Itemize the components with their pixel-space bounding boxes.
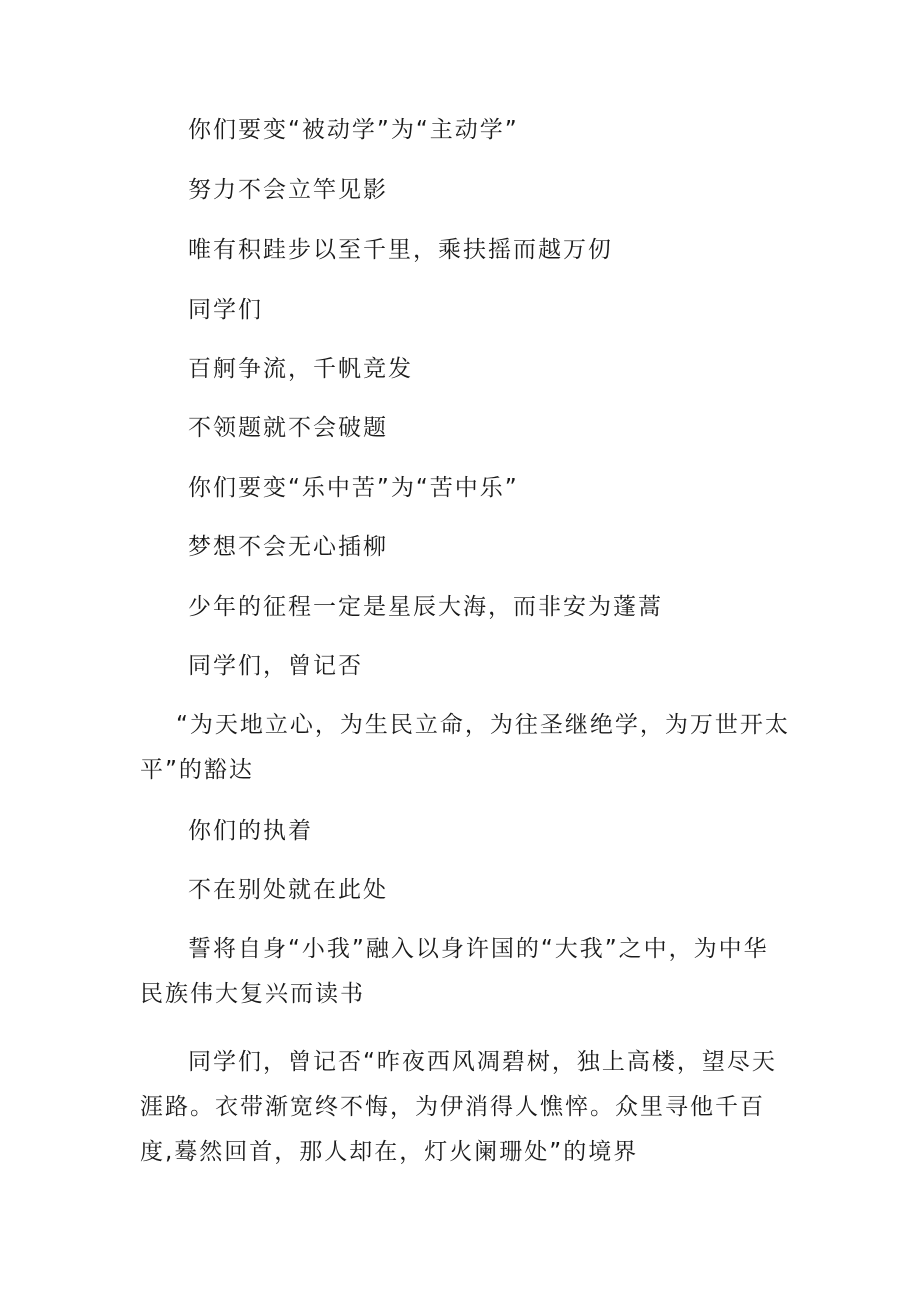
paragraph: 不在别处就在此处 <box>188 877 388 903</box>
paragraph: 梦想不会无心插柳 <box>188 534 388 560</box>
paragraph: 同学们，曾记否“昨夜西风凋碧树，独上高楼，望尽天涯路。衣带渐宽终不悔，为伊消得人憔悴。众里寻他千百度,蓦然回首，那人却在，灯火阑珊处”的境界 <box>140 1049 777 1165</box>
paragraph: “为天地立心，为生民立命，为往圣继绝学，为万世开太平”的豁达 <box>140 712 790 783</box>
paragraph: 百舸争流，千帆竞发 <box>188 356 413 382</box>
paragraph: 努力不会立竿见影 <box>188 177 388 203</box>
paragraph: 不领题就不会破题 <box>188 415 388 441</box>
paragraph: 同学们，曾记否 <box>188 653 363 679</box>
paragraph: 你们要变“乐中苦”为“苦中乐” <box>188 475 519 501</box>
paragraph: 唯有积跬步以至千里，乘扶摇而越万仞 <box>188 237 613 263</box>
paragraph: 同学们 <box>188 297 263 323</box>
paragraph: 少年的征程一定是星辰大海，而非安为蓬蒿 <box>188 594 663 620</box>
paragraph: 你们的执着 <box>188 818 313 844</box>
paragraph: 誓将自身“小我”融入以身许国的“大我”之中，为中华民族伟大复兴而读书 <box>140 936 769 1007</box>
paragraph: 你们要变“被动学”为“主动学” <box>188 117 519 143</box>
